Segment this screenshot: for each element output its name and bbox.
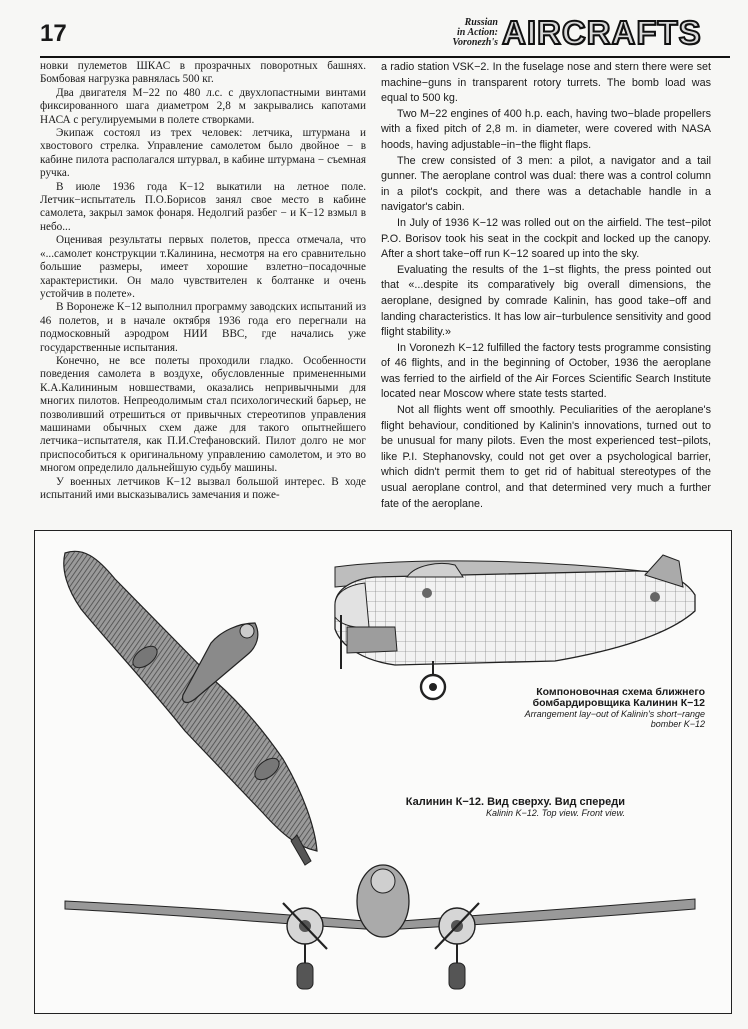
layout-caption <box>505 687 705 729</box>
russian-text-column <box>40 60 366 502</box>
en-paragraph: a radio station VSK−2. In the fuselage nose and stern there were set machine−guns in transparent rotory turrets. The bomb load was equal to 500 kg. <box>381 61 711 105</box>
layout-caption-ru-1: Компоновочная схема ближнего <box>536 686 705 698</box>
page-number: 17 <box>40 20 67 47</box>
layout-caption-ru-2: бомбардировщика Калинин К−12 <box>532 697 705 709</box>
header-rule <box>40 56 730 58</box>
layout-caption-en-2: bomber K−12 <box>650 719 705 729</box>
en-paragraph: Evaluating the results of the 1−st flights, the press pointed out that «...despite its comparatively big overall dimensions, the aeroplane, designed by comrade Kalinin, has good take−off and landing characteristics. It has low air−turbulence sensitivity and good flight stability.» <box>381 263 711 339</box>
series-title <box>430 18 498 48</box>
en-paragraph: In July of 1936 K−12 was rolled out on the airfield. The test−pilot P.O. Borisov took his seat in the cockpit and locked up the canopy. After a short take−off run K−12 soared up into the sky. <box>381 216 711 261</box>
front-view-wheel <box>297 963 313 989</box>
series-line-3: Voronezh's <box>452 37 498 48</box>
en-paragraph: Two M−22 engines of 400 h.p. each, having two−blade propellers with a fixed pitch of 2,8 m. in diameter, were covered with NASA hoods, having adjustable−in−the flight flaps. <box>381 107 711 151</box>
aircraft-drawings-figure <box>34 530 732 1014</box>
ru-paragraph: новки пулеметов ШКАС в прозрачных поворотных башнях. Бомбовая нагрузка равнялась 500 кг. <box>40 60 366 86</box>
ru-paragraph: Оценивая результаты первых полетов, пресса отмечала, что «...самолет конструкции т.Калинина, несмотря на его сравнительно большие размеры, имеет хорошие взлетно−посадочные характеристики. Он мало чувствителен к болтанке и очень устойчив в полете». <box>40 234 366 300</box>
ru-paragraph: В Воронеже К−12 выполнил программу заводских испытаний из 46 полетов, и в начале октября 1936 года его перегнали на подмосковный аэродром НИИ ВВС, где начались уже государственные испытания. <box>40 301 366 354</box>
series-line-2: in Action: <box>456 27 498 38</box>
aircrafts-logo: AIRCRAFTS <box>502 14 702 51</box>
ru-paragraph: У военных летчиков К−12 вызвал большой интерес. В ходе испытаний ими высказывались замечания и поже- <box>40 475 366 501</box>
en-paragraph: The crew consisted of 3 men: a pilot, a navigator and a tail gunner. The aeroplane control was dual: there was a control column in a pilot's cockpit, and there was a detachable handle in a navigator's cabin. <box>381 154 711 214</box>
en-paragraph: Not all flights went off smoothly. Peculiarities of the aeroplane's flight behaviour, conditioned by Kalinin's innovations, turned out to be unusual for many pilots. Even the most experienced test−pilots, like P.I. Stephanovsky, could not get over a psychological barrier, which didn't permit them to get rid of habitual stereotypes of the usual aeroplane control, and that determined very much a further fate of the aeroplane. <box>381 404 711 510</box>
masthead <box>430 14 730 54</box>
layout-caption-en-1: Arrangement lay−out of Kalinin's short−range <box>524 709 705 719</box>
aircraft-drawings <box>35 531 731 1013</box>
series-line-1: Russian <box>464 17 498 28</box>
front-view-wheel <box>449 963 465 989</box>
views-caption-en: Kalinin K−12. Top view. Front view. <box>486 808 625 818</box>
english-text-column <box>381 60 711 512</box>
ru-paragraph: Конечно, не все полеты проходили гладко. Особенности поведения самолета в воздухе, обусловленные примененными К.А.Калининым новшествами, оказались непривычными для многих пилотов. Непреодолимым стал психологический барьер, не позволивший отрешиться от привычных стереотипов управления машинами обычных схем даже для такого опытнейшего летчика−испытателя, как П.И.Стефановский. Пилот долго не мог приспособиться к оригинальному управлению самолетом, и это во многом определило дальнейшую судьбу машины. <box>40 354 366 475</box>
ru-paragraph: Два двигателя М−22 по 480 л.с. с двухлопастными винтами фиксированного шага диаметром 2,8 м закрывались капотами НАСА с регулируемыми в полете створками. <box>40 86 366 126</box>
views-caption-ru: Калинин К−12. Вид сверху. Вид спереди <box>405 796 625 808</box>
views-caption <box>365 797 625 818</box>
top-view-drawing <box>64 551 317 865</box>
top-view-turret <box>240 624 254 638</box>
side-engine <box>347 627 397 653</box>
side-layout-drawing <box>335 555 695 699</box>
ru-paragraph: В июле 1936 года К−12 выкатили на летное поле. Летчик−испытатель П.О.Борисов занял свое место в кабине самолета, закрыл замок фонаря. Недолгий разбег − и К−12 взмыл в небо... <box>40 180 366 233</box>
ru-paragraph: Экипаж состоял из трех человек: летчика, штурмана и хвостового стрелка. Управление самолетом было двойное − в кабине пилота располагался штурвал, в кабине штурмана − съемная ручка. <box>40 127 366 180</box>
en-paragraph: In Voronezh K−12 fulfilled the factory tests programme consisting of 46 flights, and in the beginning of October, 1936 the aeroplane was ferried to the airfield of the Air Forces Scientific Search Institute located near Moscow where state tests started. <box>381 341 711 401</box>
front-view-drawing <box>65 865 695 989</box>
